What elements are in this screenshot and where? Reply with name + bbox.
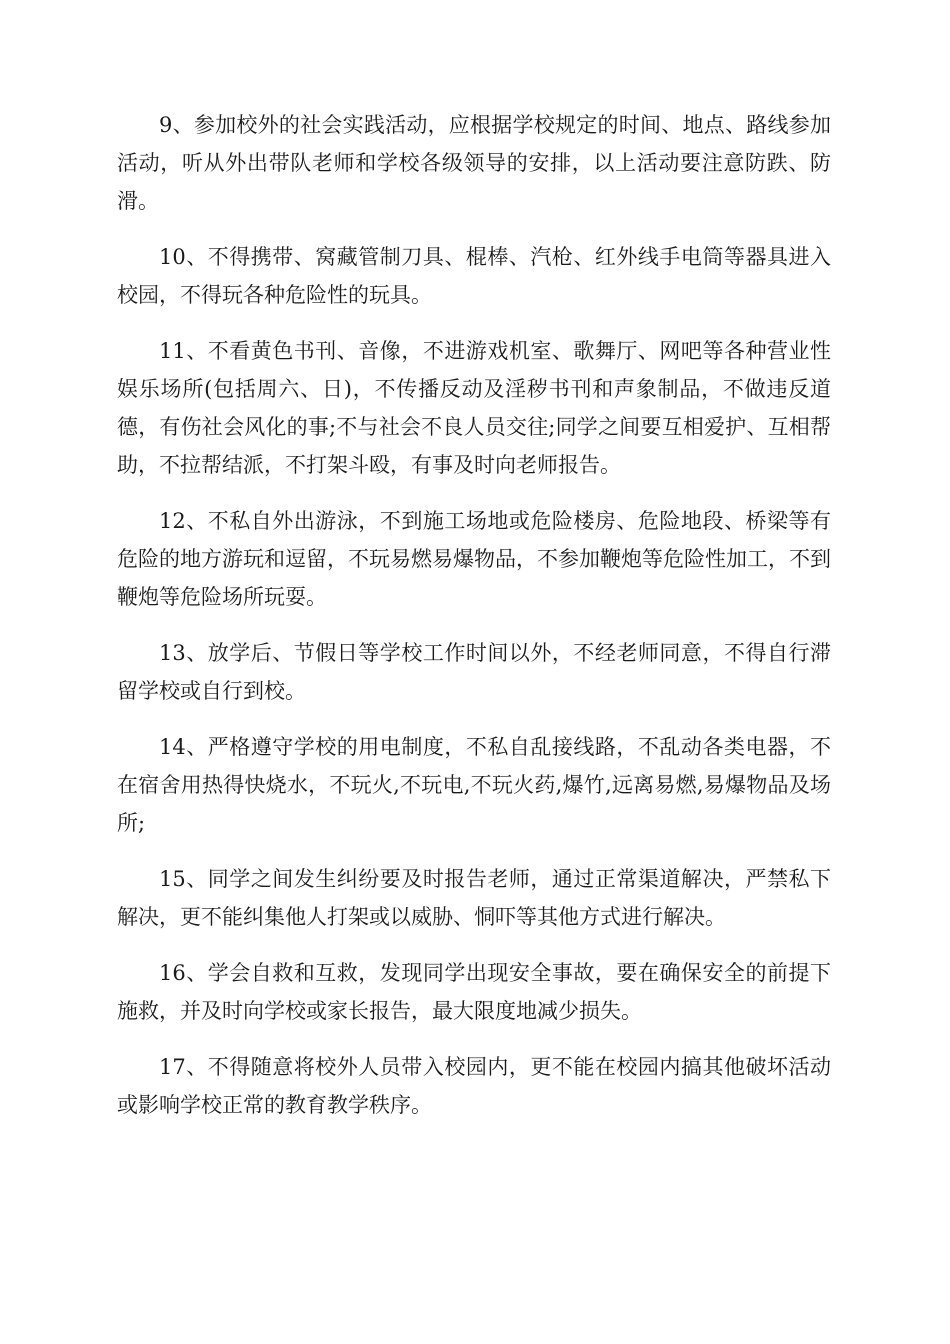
rule-paragraph-16: 16、学会自救和互救，发现同学出现安全事故，要在确保安全的前提下施救，并及时向学校或家长报告，最大限度地减少损失。 [117, 961, 831, 1023]
rule-paragraph-13: 13、放学后、节假日等学校工作时间以外，不经老师同意，不得自行滞留学校或自行到校。 [117, 641, 831, 703]
rule-paragraph-9: 9、参加校外的社会实践活动，应根据学校规定的时间、地点、路线参加活动，听从外出带队老师和学校各级领导的安排，以上活动要注意防跌、防滑。 [117, 113, 831, 213]
rule-paragraph-15: 15、同学之间发生纠纷要及时报告老师，通过正常渠道解决，严禁私下解决，更不能纠集他人打架或以威胁、恫吓等其他方式进行解决。 [117, 867, 831, 929]
rule-paragraph-12: 12、不私自外出游泳，不到施工场地或危险楼房、危险地段、桥梁等有危险的地方游玩和逗留，不玩易燃易爆物品，不参加鞭炮等危险性加工，不到鞭炮等危险场所玩耍。 [117, 509, 831, 609]
rule-paragraph-14: 14、严格遵守学校的用电制度，不私自乱接线路，不乱动各类电器，不在宿舍用热得快烧水，不玩火,不玩电,不玩火药,爆竹,远离易燃,易爆物品及场所; [117, 735, 831, 835]
rule-paragraph-10: 10、不得携带、窝藏管制刀具、棍棒、汽枪、红外线手电筒等器具进入校园，不得玩各种危险性的玩具。 [117, 245, 831, 307]
document-body [117, 106, 831, 1142]
rule-paragraph-11: 11、不看黄色书刊、音像，不进游戏机室、歌舞厅、网吧等各种营业性娱乐场所(包括周六、日)，不传播反动及淫秽书刊和声象制品，不做违反道德，有伤社会风化的事;不与社会不良人员交往;同学之间要互相爱护、互相帮助，不拉帮结派，不打架斗殴，有事及时向老师报告。 [117, 339, 831, 477]
rule-paragraph-17: 17、不得随意将校外人员带入校园内，更不能在校园内搞其他破坏活动或影响学校正常的教育教学秩序。 [117, 1055, 831, 1117]
